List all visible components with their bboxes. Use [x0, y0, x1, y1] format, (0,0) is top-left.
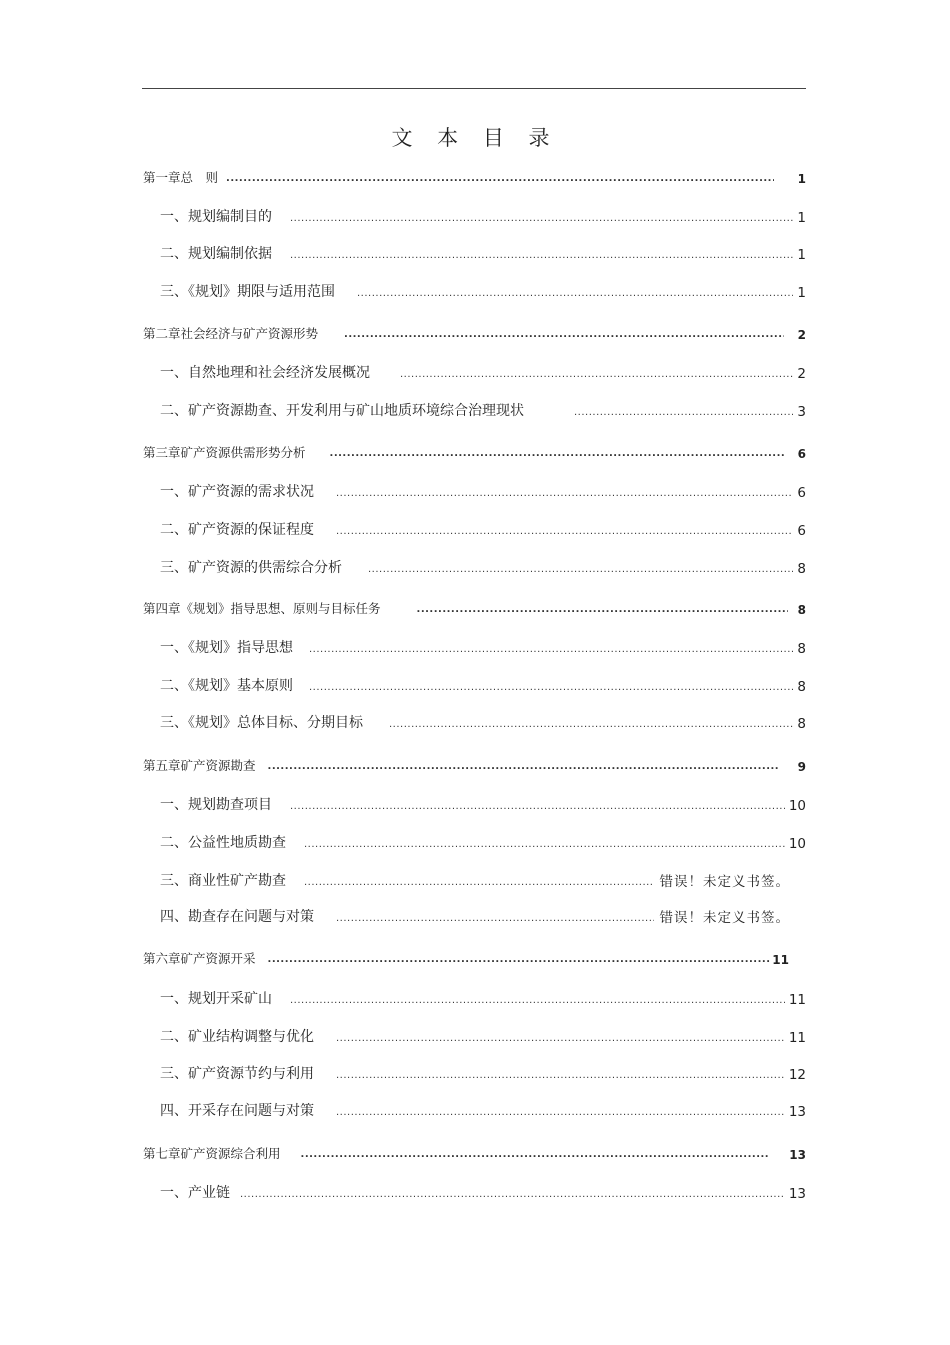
dot-leader	[240, 1188, 785, 1202]
toc-chapter-4[interactable]	[143, 597, 806, 617]
page-number: 2	[797, 366, 806, 382]
dot-leader	[389, 718, 793, 732]
page-title: 文 本 目 录	[391, 126, 559, 150]
page-number: 8	[797, 561, 806, 577]
dot-leader	[290, 994, 785, 1008]
dot-leader	[290, 800, 785, 814]
section-title: 二、矿业结构调整与优化	[160, 1029, 314, 1045]
section-title: 一、规划编制目的	[160, 209, 272, 225]
toc-section-4-1[interactable]	[160, 637, 806, 657]
toc-section-5-1[interactable]	[160, 794, 806, 814]
page-number: 1	[797, 247, 806, 263]
page-number: 9	[797, 760, 806, 774]
chapter-label: 第五章	[143, 758, 181, 773]
chapter-label: 第四章	[143, 601, 181, 616]
dot-leader	[301, 1148, 770, 1162]
chapter-title: 总 则	[180, 170, 219, 185]
toc-section-1-3[interactable]	[160, 281, 806, 301]
chapter-title: 矿产资源供需形势分析	[180, 445, 306, 460]
toc-section-3-1[interactable]	[160, 481, 806, 501]
page-number: 1	[797, 172, 806, 186]
dot-leader	[290, 249, 793, 263]
toc-section-6-1[interactable]	[160, 988, 806, 1008]
section-title: 三、矿产资源节约与利用	[160, 1066, 314, 1082]
toc-section-3-2[interactable]	[160, 519, 806, 539]
dot-leader	[304, 838, 785, 852]
dot-leader	[290, 212, 793, 226]
dot-leader	[417, 603, 788, 617]
page-number: 1	[797, 285, 806, 301]
toc-section-5-3[interactable]	[160, 870, 790, 890]
page-number: 8	[797, 716, 806, 732]
toc-section-4-2[interactable]	[160, 675, 806, 695]
dot-leader	[304, 876, 654, 890]
section-title: 二、矿产资源的保证程度	[160, 522, 314, 538]
toc-section-5-4[interactable]	[160, 906, 790, 926]
chapter-title: 矿产资源综合利用	[180, 1146, 281, 1161]
toc-section-1-2[interactable]	[160, 243, 806, 263]
page-number: 8	[797, 641, 806, 657]
toc-section-3-3[interactable]	[160, 557, 806, 577]
chapter-label: 第一章	[143, 170, 181, 185]
section-title: 四、开采存在问题与对策	[160, 1103, 314, 1119]
page-number: 13	[789, 1148, 806, 1162]
page-number: 12	[788, 1067, 806, 1083]
toc-section-2-1[interactable]	[160, 362, 806, 382]
dot-leader	[268, 760, 778, 774]
chapter-title: 矿产资源勘查	[180, 758, 256, 773]
toc-section-1-1[interactable]	[160, 206, 806, 226]
dot-leader	[226, 172, 774, 186]
section-title: 一、规划勘查项目	[160, 797, 272, 813]
page-number: 2	[797, 328, 806, 342]
section-title: 二、规划编制依据	[160, 246, 272, 262]
toc-chapter-1[interactable]	[143, 166, 806, 186]
dot-leader	[368, 563, 793, 577]
toc-section-5-2[interactable]	[160, 832, 806, 852]
section-title: 一、矿产资源的需求状况	[160, 484, 314, 500]
page-number: 11	[788, 1030, 806, 1046]
section-title: 一、产业链	[160, 1185, 230, 1201]
dot-leader	[336, 487, 793, 501]
page-number: 1	[797, 210, 806, 226]
toc-chapter-2[interactable]	[143, 322, 806, 342]
dot-leader	[574, 406, 793, 420]
dot-leader	[357, 287, 793, 301]
header-rule	[142, 88, 806, 89]
dot-leader	[400, 368, 793, 382]
page-number: 11	[788, 992, 806, 1008]
chapter-label: 第二章	[143, 326, 181, 341]
section-title: 一、《规划》指导思想	[160, 640, 293, 656]
section-title: 一、规划开采矿山	[160, 991, 272, 1007]
toc-section-7-1[interactable]	[160, 1182, 806, 1202]
section-title: 三、《规划》总体目标、分期目标	[160, 715, 363, 731]
dot-leader	[344, 328, 784, 342]
toc-section-4-3[interactable]	[160, 712, 806, 732]
page-number: 13	[788, 1186, 806, 1202]
dot-leader	[309, 643, 793, 657]
page-number: 8	[797, 679, 806, 695]
dot-leader	[268, 953, 771, 967]
page-number: 11	[772, 953, 789, 967]
page-number: 13	[788, 1104, 806, 1120]
dot-leader	[336, 525, 793, 539]
section-title: 三、商业性矿产勘查	[160, 873, 286, 889]
toc-chapter-3[interactable]	[143, 441, 806, 461]
chapter-label: 第七章	[143, 1146, 181, 1161]
toc-chapter-7[interactable]	[143, 1142, 806, 1162]
toc-section-2-2[interactable]	[160, 400, 806, 420]
chapter-title: 《规划》指导思想、原则与目标任务	[180, 601, 381, 616]
dot-leader	[336, 912, 654, 926]
page-number: 3	[797, 404, 806, 420]
dot-leader	[336, 1106, 785, 1120]
section-title: 四、勘查存在问题与对策	[160, 909, 314, 925]
toc-chapter-6[interactable]	[143, 947, 789, 967]
dot-leader	[309, 681, 793, 695]
toc-section-6-2[interactable]	[160, 1026, 806, 1046]
toc-section-6-4[interactable]	[160, 1100, 806, 1120]
toc-chapter-5[interactable]	[143, 754, 806, 774]
error-bookmark-text: 错误！未定义书签。	[659, 874, 790, 890]
section-title: 三、《规划》期限与适用范围	[160, 284, 335, 300]
toc-section-6-3[interactable]	[160, 1063, 806, 1083]
dot-leader	[336, 1069, 785, 1083]
chapter-title: 社会经济与矿产资源形势	[180, 326, 319, 341]
page-number: 10	[788, 798, 806, 814]
section-title: 二、《规划》基本原则	[160, 678, 293, 694]
page-number: 10	[788, 836, 806, 852]
error-bookmark-text: 错误！未定义书签。	[659, 910, 790, 926]
section-title: 二、矿产资源勘查、开发利用与矿山地质环境综合治理现状	[160, 403, 524, 419]
section-title: 一、自然地理和社会经济发展概况	[160, 365, 370, 381]
chapter-label: 第六章	[143, 951, 181, 966]
chapter-title: 矿产资源开采	[180, 951, 256, 966]
chapter-label: 第三章	[143, 445, 181, 460]
dot-leader	[330, 447, 784, 461]
page-number: 6	[797, 447, 806, 461]
dot-leader	[336, 1032, 785, 1046]
section-title: 三、矿产资源的供需综合分析	[160, 560, 342, 576]
page-number: 6	[797, 523, 806, 539]
page-number: 8	[797, 603, 806, 617]
section-title: 二、公益性地质勘查	[160, 835, 286, 851]
page-number: 6	[797, 485, 806, 501]
